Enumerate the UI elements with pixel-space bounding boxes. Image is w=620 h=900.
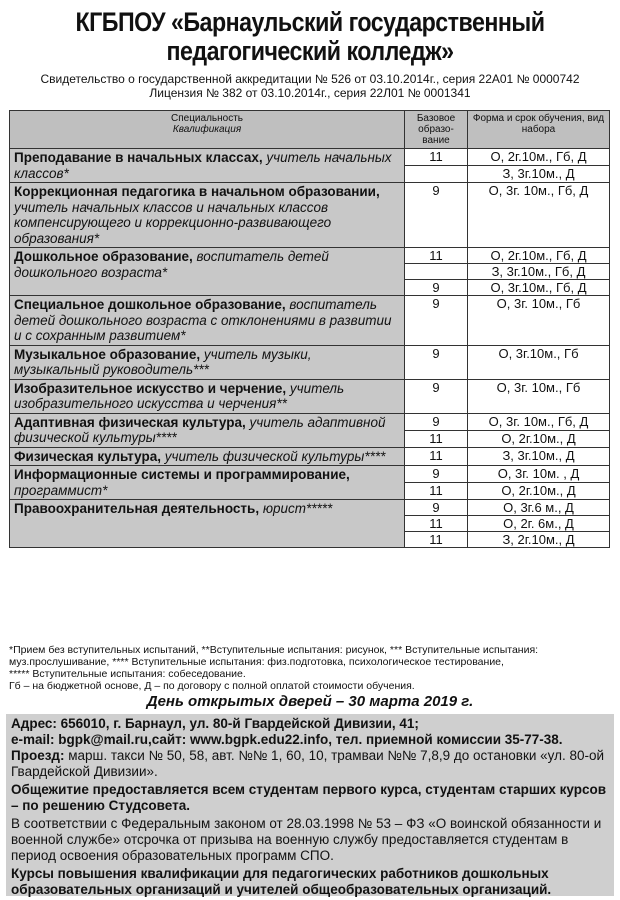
study-form-cell: О, 3г. 10м. , Д [468,466,610,483]
qualification-name: учитель адаптивной физической культуры**** [14,414,386,445]
footnote-line: муз.прослушивание, **** Вступительные испытания: физ.подготовка, психологическое тестирование, [9,656,504,668]
table-row [10,149,610,166]
specialty-cell [10,183,405,248]
table-header-row [10,111,610,149]
qualification-name: учитель физической культуры**** [160,448,386,464]
base-education-cell: 9 [405,183,468,248]
base-education-cell: 11 [405,149,468,166]
specialty-cell [10,149,405,183]
study-form-cell: О, 2г. 6м., Д [468,516,610,532]
table-row [10,248,610,264]
specialty-name: Изобразительное искусство и черчение, [14,380,287,396]
table-row [10,379,610,413]
study-form-cell: О, 3г. 10м., Гб, Д [468,413,610,430]
courses-text: Курсы повышения квалификации для педагогических работников дошкольных образовательных организаций и учителей общеобразовательных организаций. [11,866,552,897]
qualification-name: учитель начальных классов и начальных классов компенсирующего и коррекционно-развивающего образования* [14,199,332,246]
specialty-name: Дошкольное образование, [14,249,193,264]
base-education-cell: 11 [405,532,468,548]
study-form-cell: О, 3г. 10м., Гб [468,296,610,346]
license-text: Лицензия № 382 от 03.10.2014г., серия 22Л01 № 0001341 [149,86,471,100]
specialty-name: Преподавание в начальных классах, [14,150,263,165]
specialty-name: Адаптивная физическая культура, [14,414,246,430]
specialty-name: Специальное дошкольное образование, [14,297,286,312]
accreditation-text: Свидетельство о государственной аккредитации № 526 от 03.10.2014г., серия 22А01 № 0000742 [40,72,580,86]
footnote-line: Гб – на бюджетной основе, Д – по договору с полной оплатой стоимости обучения. [9,680,415,692]
base-education-cell: 9 [405,345,468,379]
email-line: e-mail: bgpk@mail.ru,сайт: www.bgpk.edu22.info, тел. приемной комиссии 35-77-38. [11,732,563,747]
qualification-name: учитель изобразительного искусства и черчения** [14,380,345,411]
contact-block [6,714,614,896]
base-education-cell: 11 [405,447,468,466]
base-education-cell [405,264,468,280]
qualification-name: юрист***** [259,501,333,516]
table-row [10,183,610,248]
route-text: марш. такси № 50, 58, авт. №№ 1, 60, 10, трамваи №№ 7,8,9 до остановки «ул. 80-ой Гвардейской Дивизии». [11,748,605,779]
header-base: Базовое образо-вание [405,111,468,149]
address-text: Адрес: 656010, г. Барнаул, ул. 80-й Гвардейской Дивизии, 41; [11,716,419,731]
base-education-cell [405,166,468,183]
study-form-cell: О, 2г.10м., Д [468,430,610,447]
study-form-cell: З, 2г.10м., Д [468,532,610,548]
table-row [10,345,610,379]
base-education-cell: 11 [405,248,468,264]
base-education-cell: 9 [405,466,468,483]
open-day-banner: День открытых дверей – 30 марта 2019 г. [146,693,474,710]
base-education-cell: 9 [405,280,468,296]
table-row [10,466,610,483]
qualification-name: воспитатель детей дошкольного возраста* [14,249,329,280]
title-line-1: КГБПОУ «Барнаульский государственный [75,7,545,37]
qualification-name: программист* [14,482,108,498]
specialty-cell [10,379,405,413]
qualification-name: учитель начальных классов* [14,150,392,181]
table-row [10,413,610,430]
study-form-cell: О, 3г.10м., Гб [468,345,610,379]
footnote-line: ***** Вступительные испытания: собеседование. [9,668,246,680]
title-line-2: педагогический колледж» [166,36,454,66]
base-education-cell: 11 [405,483,468,500]
specialty-cell [10,413,405,447]
specialty-cell [10,500,405,548]
specialty-cell [10,345,405,379]
route-label: Проезд: [11,748,65,763]
specialty-name: Информационные системы и программирование, [14,467,350,482]
study-form-cell: О, 3г. 10м., Гб [468,379,610,413]
study-form-cell: О, 2г.10м., Д [468,483,610,500]
footnotes [9,644,613,692]
specialty-name: Музыкальное образование, [14,346,201,362]
page-title [43,8,576,66]
study-form-cell: З, 3г.10м., Гб, Д [468,264,610,280]
table-row [10,500,610,516]
military-text: В соответствии с Федеральным законом от 28.03.1998 № 53 – ФЗ «О воинской обязанности и военной службе» отсрочка от призыва на военную службу предоставляется студентам в период освоения образовательных программ СПО. [11,816,602,863]
base-education-cell: 9 [405,296,468,346]
header-specialty: Специальность Квалификация [10,111,405,149]
specialty-name: Правоохранительная деятельность, [14,501,260,516]
base-education-cell: 11 [405,516,468,532]
study-form-cell: О, 3г. 10м., Гб, Д [468,183,610,248]
qualification-name: воспитатель детей дошкольного возраста с отклонениями в развитии и с сохранным развитием* [14,297,392,343]
qualification-name: учитель музыки, музыкальный руководитель*** [14,346,312,377]
specialty-name: Коррекционная педагогика в начальном образовании, [14,184,380,199]
footnote-line: *Прием без вступительных испытаний, **Вступительные испытания: рисунок, *** Вступительные испытания: [9,644,539,656]
dorm-text: Общежитие предоставляется всем студентам первого курса, студентам старших курсов – по решению Студсовета. [11,782,607,813]
specialty-cell [10,466,405,500]
study-form-cell: О, 3г.6 м., Д [468,500,610,516]
base-education-cell: 11 [405,430,468,447]
base-education-cell: 9 [405,413,468,430]
study-form-cell: О, 2г.10м., Гб, Д [468,248,610,264]
study-form-cell: З, 3г.10м., Д [468,166,610,183]
specialty-cell [10,248,405,296]
specialty-cell [10,447,405,466]
table-row [10,447,610,466]
specialty-cell [10,296,405,346]
programs-table [9,110,610,548]
base-education-cell: 9 [405,379,468,413]
table-row [10,296,610,346]
study-form-cell: О, 2г.10м., Гб, Д [468,149,610,166]
study-form-cell: О, 3г.10м., Гб, Д [468,280,610,296]
header-form: Форма и срок обучения, вид набора [468,111,610,149]
specialty-name: Физическая культура, [14,448,161,464]
study-form-cell: З, 3г.10м., Д [468,447,610,466]
base-education-cell: 9 [405,500,468,516]
